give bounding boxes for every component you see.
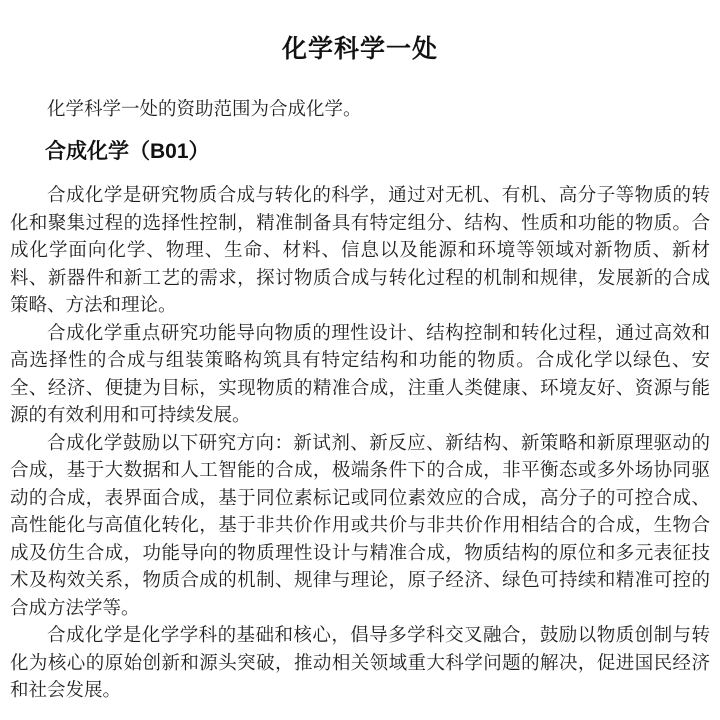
paragraph-encouraged-directions: 合成化学鼓励以下研究方向：新试剂、新反应、新结构、新策略和新原理驱动的合成，基于大数据和人工智能的合成，极端条件下的合成，非平衡态或多外场协同驱动的合成，表界面合成，基于同位素标记或同位素效应的合成，高分子的可控合成、高性能化与高值化转化，基于非共价作用或共价与非共价作用相结合的合成，生物合成及仿生合成，功能导向的物质理性设计与精准合成，物质结构的原位和多元表征技术及构效关系，物质合成的机制、规律与理论，原子经济、绿色可持续和精准可控的合成方法学等。: [10, 433, 710, 619]
section-heading-synthetic-chemistry-b01: 合成化学（B01）: [45, 140, 210, 163]
paragraph-definition: 合成化学是研究物质合成与转化的科学，通过对无机、有机、高分子等物质的转化和聚集过程的选择性控制，精准制备具有特定组分、结构、性质和功能的物质。合成化学面向化学、物理、生命、材料、信息以及能源和环境等领域对新物质、新材料、新器件和新工艺的需求，探讨物质合成与转化过程的机制和规律，发展新的合成策略、方法和理论。: [10, 186, 710, 316]
intro-paragraph: 化学科学一处的资助范围为合成化学。: [47, 100, 362, 120]
paragraph-discipline-role: 合成化学是化学学科的基础和核心，倡导多学科交叉融合，鼓励以物质创制与转化为核心的原始创新和源头突破，推动相关领域重大科学问题的解决，促进国民经济和社会发展。: [10, 626, 710, 701]
paragraph-research-focus: 合成化学重点研究功能导向物质的理性设计、结构控制和转化过程，通过高效和高选择性的合成与组装策略构筑具有特定结构和功能的物质。合成化学以绿色、安全、经济、便捷为目标，实现物质的精准合成，注重人类健康、环境友好、资源与能源的有效利用和可持续发展。: [10, 323, 710, 426]
page-title: 化学科学一处: [281, 35, 438, 63]
